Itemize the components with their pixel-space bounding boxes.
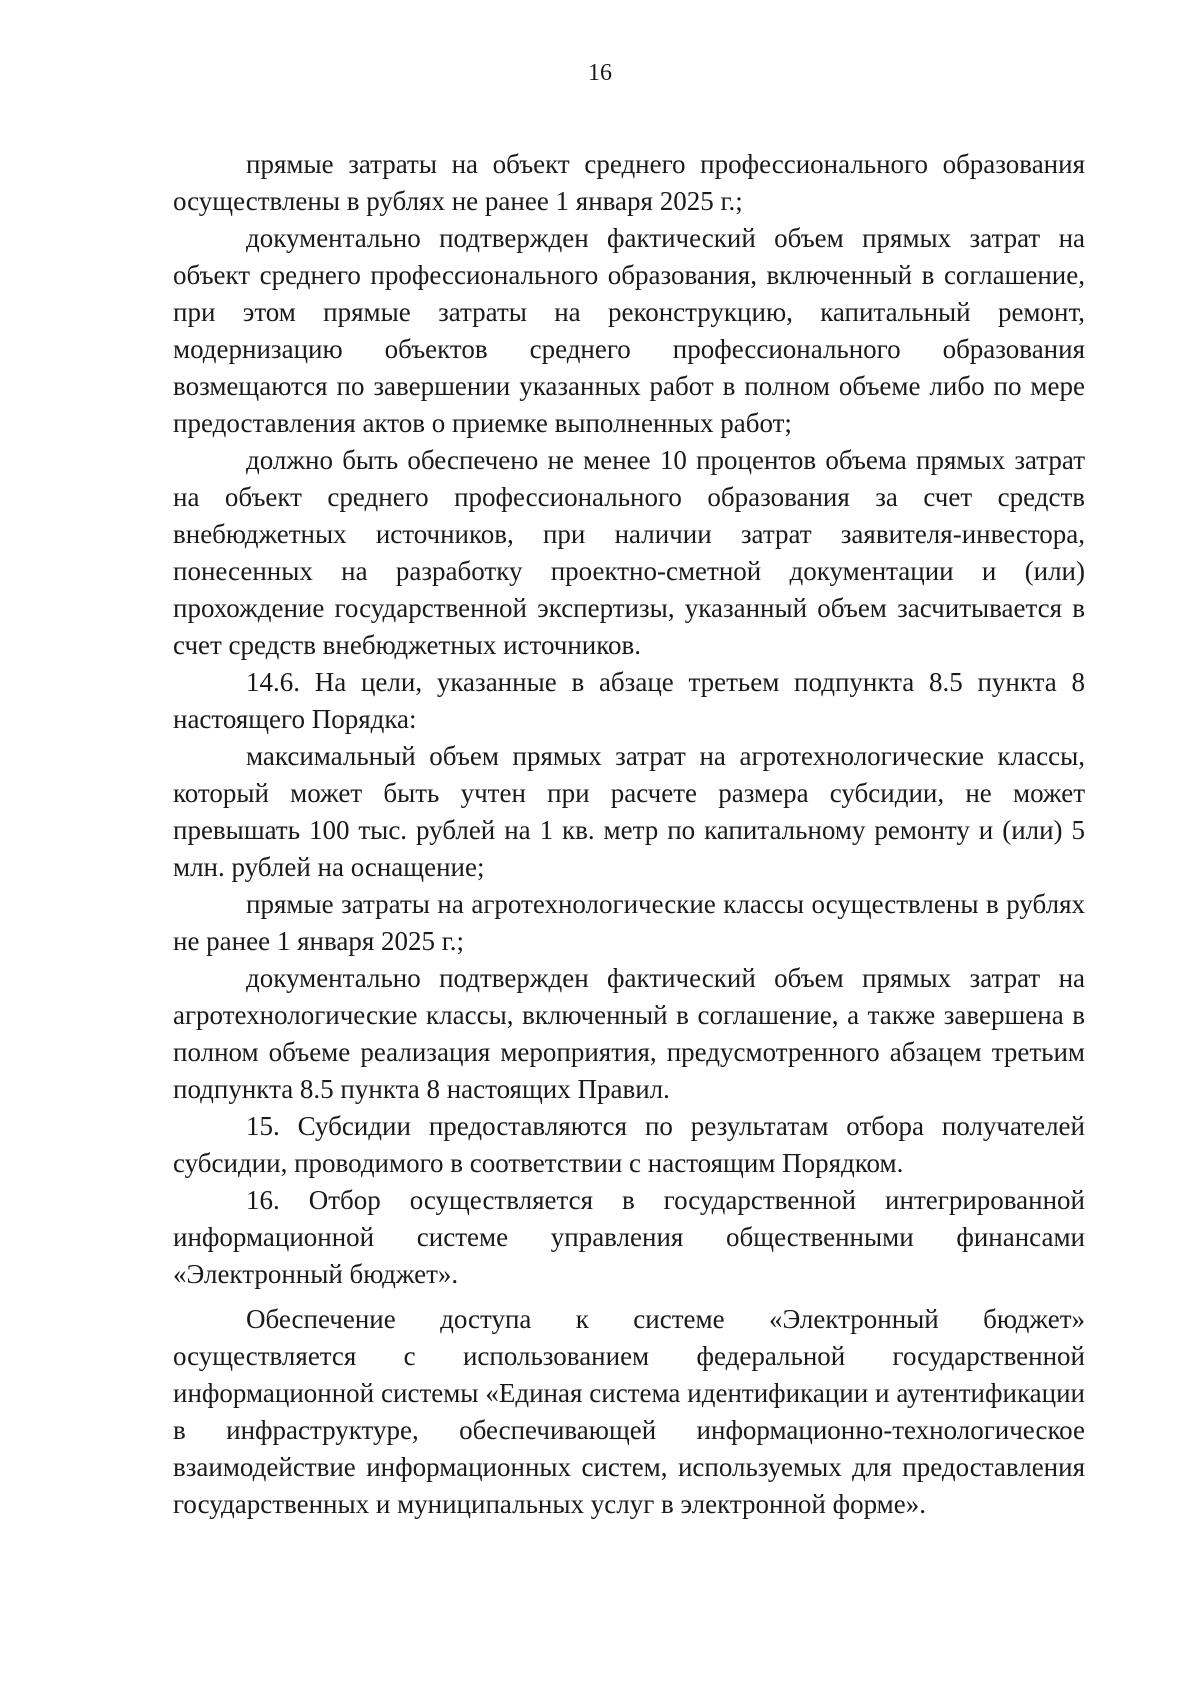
page-number: 16 bbox=[588, 60, 612, 86]
paragraph-agro-documented-costs: документально подтвержден фактический объем прямых затрат на агротехнологические классы, включенный в соглашение, а также завершена в полном объеме реализация мероприятия, предусмотренного абзацем третьим подпункта 8.5 пункта 8 настоящих Правил. bbox=[173, 963, 1085, 1104]
paragraph-electronic-budget-access: Обеспечение доступа к системе «Электронный бюджет» осуществляется с использованием федеральной государственной информационной системы «Единая система идентификации и аутентификации в инфраструктуре, обеспечивающей информационно-технологическое взаимодействие информационных систем, используемых для предоставления государственных и муниципальных услуг в электронной форме». bbox=[173, 1304, 1085, 1519]
paragraph-direct-costs-date: прямые затраты на объект среднего профессионального образования осуществлены в рублях не ранее 1 января 2025 г.; bbox=[173, 149, 1085, 216]
paragraph-max-costs-agro-classes: максимальный объем прямых затрат на агротехнологические классы, который может быть учтен при расчете размера субсидии, не может превышать 100 тыс. рублей на 1 кв. метр по капитальному ремонту и (или) 5 млн. рублей на оснащение; bbox=[173, 741, 1085, 882]
paragraph-14-6: 14.6. На цели, указанные в абзаце третьем подпункта 8.5 пункта 8 настоящего Порядка: bbox=[173, 667, 1085, 734]
paragraph-documented-costs: документально подтвержден фактический объем прямых затрат на объект среднего профессионального образования, включенный в соглашение, при этом прямые затраты на реконструкцию, капитальный ремонт, модернизацию объектов среднего профессионального образования возмещаются по завершении указанных работ в полном объеме либо по мере предоставления актов о приемке выполненных работ; bbox=[173, 223, 1085, 438]
paragraph-agro-costs-date: прямые затраты на агротехнологические классы осуществлены в рублях не ранее 1 января 2025 г.; bbox=[173, 889, 1085, 956]
paragraph-16: 16. Отбор осуществляется в государственной интегрированной информационной системе управления общественными финансами «Электронный бюджет». bbox=[173, 1185, 1085, 1289]
document-body bbox=[173, 146, 1085, 1523]
paragraph-15: 15. Субсидии предоставляются по результатам отбора получателей субсидии, проводимого в соответствии с настоящим Порядком. bbox=[173, 1111, 1085, 1178]
paragraph-extrabudgetary-share: должно быть обеспечено не менее 10 процентов объема прямых затрат на объект среднего профессионального образования за счет средств внебюджетных источников, при наличии затрат заявителя-инвестора, понесенных на разработку проектно-сметной документации и (или) прохождение государственной экспертизы, указанный объем засчитывается в счет средств внебюджетных источников. bbox=[173, 445, 1085, 660]
